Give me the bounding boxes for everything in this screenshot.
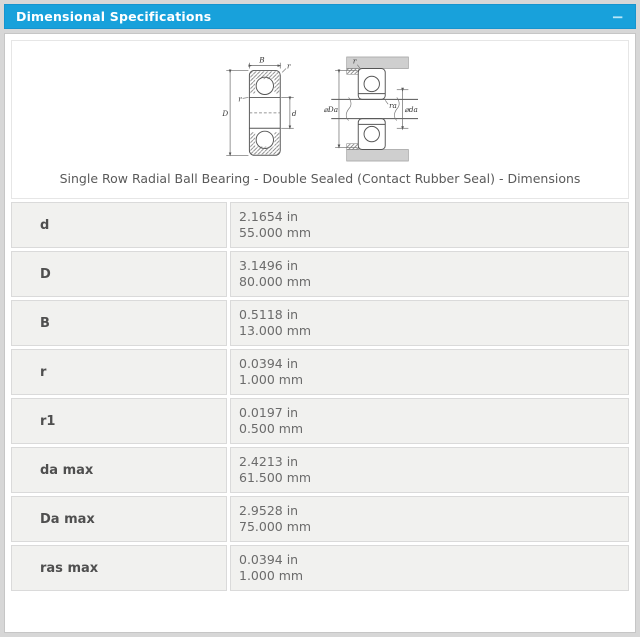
spec-label-da-max: da max [11, 447, 227, 493]
spec-value-B [230, 300, 629, 346]
dim-label-r-housing: r [352, 56, 357, 66]
value-inch: 0.0394 in [239, 356, 299, 371]
bearing-diagrams [12, 55, 628, 163]
dim-label-B: B [259, 55, 265, 65]
value-inch: 3.1496 in [239, 258, 299, 273]
dim-label-D: D [222, 108, 229, 118]
value-mm: 61.500 mm [239, 470, 312, 485]
dim-label-r-left: r [238, 94, 242, 104]
collapse-minus-icon[interactable]: − [611, 7, 624, 26]
value-mm: 0.500 mm [239, 421, 304, 436]
value-mm: 1.000 mm [239, 372, 304, 387]
spec-label-r1: r1 [11, 398, 227, 444]
value-mm: 13.000 mm [239, 323, 312, 338]
spec-value-Da-max [230, 496, 629, 542]
panel-header[interactable] [4, 4, 636, 29]
value-mm: 55.000 mm [239, 225, 312, 240]
spec-label-Da-max: Da max [11, 496, 227, 542]
dim-label-da: ⌀da [404, 104, 418, 114]
table-row [11, 300, 629, 346]
value-mm: 80.000 mm [239, 274, 312, 289]
spec-value-ras-max [230, 545, 629, 591]
value-inch: 0.0394 in [239, 552, 299, 567]
diagram-row [11, 40, 629, 199]
value-inch: 0.5118 in [239, 307, 299, 322]
table-row [11, 496, 629, 542]
value-mm: 1.000 mm [239, 568, 304, 583]
spec-label-ras-max: ras max [11, 545, 227, 591]
spec-label-B: B [11, 300, 227, 346]
dim-label-Da: ⌀Da [323, 104, 339, 114]
dim-label-ra: ra [389, 101, 397, 111]
value-mm: 75.000 mm [239, 519, 312, 534]
spec-value-d [230, 202, 629, 248]
table-row [11, 251, 629, 297]
spec-value-r [230, 349, 629, 395]
diagram-cell [11, 40, 629, 199]
table-row [11, 349, 629, 395]
spec-value-da-max [230, 447, 629, 493]
table-row [11, 545, 629, 591]
spec-value-D [230, 251, 629, 297]
value-inch: 2.4213 in [239, 454, 299, 469]
bearing-mounting-diagram [312, 55, 418, 163]
spec-label-D: D [11, 251, 227, 297]
dim-label-d: d [291, 108, 297, 118]
table-row [11, 398, 629, 444]
table-row [11, 447, 629, 493]
dim-label-r-top: r [287, 61, 291, 71]
bearing-cross-section-diagram [222, 55, 298, 163]
table-row [11, 202, 629, 248]
value-inch: 2.1654 in [239, 209, 299, 224]
diagram-caption: Single Row Radial Ball Bearing - Double Sealed (Contact Rubber Seal) - Dimensions [59, 171, 581, 186]
value-inch: 0.0197 in [239, 405, 299, 420]
spec-label-d: d [11, 202, 227, 248]
spec-panel [4, 33, 636, 633]
panel-title: Dimensional Specifications [16, 9, 212, 24]
spec-label-r: r [11, 349, 227, 395]
spec-table [8, 37, 632, 594]
spec-value-r1 [230, 398, 629, 444]
value-inch: 2.9528 in [239, 503, 299, 518]
